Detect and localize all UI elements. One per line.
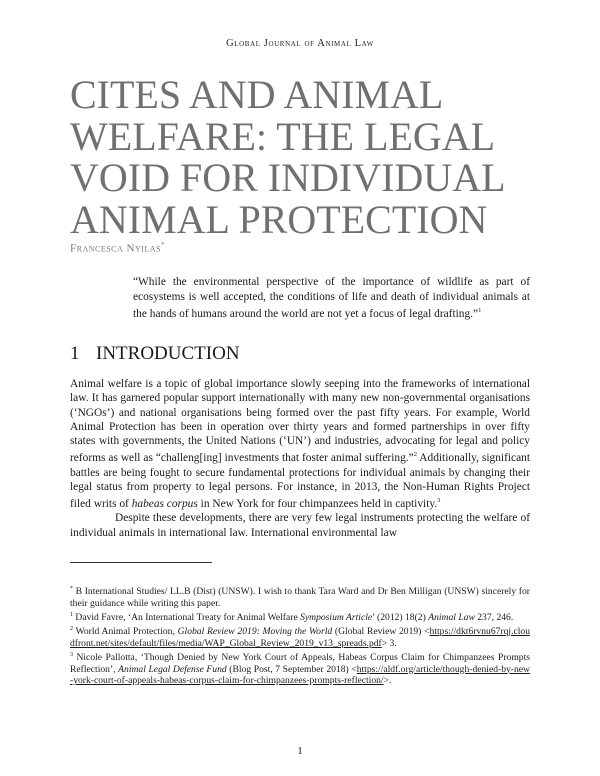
footnote-3 xyxy=(70,650,530,688)
paragraph-1-text-c: in New York for four chimpanzees held in captivity. xyxy=(197,497,438,510)
footnote-star xyxy=(70,584,530,610)
footnote-italic: Animal Legal Defense Fund xyxy=(118,663,227,675)
footnote-text: >. xyxy=(383,675,392,687)
footnote-text: 237, 246. xyxy=(474,611,514,623)
epigraph-text: “While the environmental perspective of the importance of wildlife as part of ecosystems is well accepted, the conditions of life and death of individual animals at the hands of humans around the world are not yet a focus of legal drafting.” xyxy=(133,276,530,320)
footnote-text: World Animal Protection, xyxy=(73,625,178,637)
paragraph-1 xyxy=(70,377,530,511)
page-number: 1 xyxy=(297,745,303,757)
author-name: Francesca Nyilas xyxy=(70,242,162,255)
footnote-ref-2[interactable]: 2 xyxy=(413,451,417,459)
paragraph-1-text-a: Animal welfare is a topic of global importance slowly seeping into the frameworks of international law. It has garnered popular support internationally with many new non-governmental organisations (‘NGOs’) and national organisations being formed over the past fifty years. For example, World Animal Protection has been in operation over thirty years and formed partnerships in over fifty states with governments, the United Nations (‘UN’) and industries, advocating for legal and policy reforms as well as “challeng[ing] investments that foster animal suffering.” xyxy=(70,378,530,465)
footnote-2-link[interactable]: https://dkt6rvnu67rqj.cloudfront.net/sites/default/files/media/WAP_Global_Review_2019_v13_spreads.pdf xyxy=(70,625,530,649)
title-line: VOID FOR INDIVIDUAL xyxy=(70,155,506,200)
footnote-1 xyxy=(70,610,530,624)
footnote-text: Nicole Pallotta, ‘Though Denied by New York Court of Appeals, Habeas Corpus Claim for Chimpanzees Prompts Reflection’, xyxy=(70,651,530,675)
footnote-2 xyxy=(70,624,530,650)
running-head: Global Journal of Animal Law xyxy=(226,38,374,49)
footnote-marker: 2 xyxy=(70,625,73,632)
habeas-corpus-italic: habeas corpus xyxy=(131,497,198,510)
paragraph-1-text-b: Additionally, significant battles are being fought to secure fundamental protections for individual animals by changing their legal status from property to legal persons. For instance, in 2013, the Non-Human Rights Project filed writs of xyxy=(70,452,530,510)
footnote-text: > 3. xyxy=(381,637,397,649)
footnote-ref-1[interactable]: 1 xyxy=(478,307,482,315)
title-line: ANIMAL PROTECTION xyxy=(70,196,488,242)
paragraph-2: Despite these developments, there are very few legal instruments protecting the welfare of individual animals in international law. International environmental law xyxy=(70,512,530,539)
author-byline xyxy=(70,241,165,255)
epigraph-quote xyxy=(133,275,530,322)
footnote-marker: 3 xyxy=(70,651,73,658)
footnote-text: ’ (2012) 18(2) xyxy=(372,611,429,623)
footnote-ref-3[interactable]: 3 xyxy=(437,497,441,505)
footnote-divider xyxy=(70,562,212,563)
body-text xyxy=(70,377,530,540)
footnotes xyxy=(70,584,530,687)
title-line: WELFARE: THE LEGAL xyxy=(70,113,496,159)
article-title xyxy=(70,74,540,240)
title-line: CITES AND ANIMAL xyxy=(70,72,444,117)
footnote-marker: 1 xyxy=(70,611,73,618)
footnote-text: B International Studies/ LL.B (Dist) (UNSW). I wish to thank Tara Ward and Dr Ben Milligan (UNSW) sincerely for their guidance while writing this paper. xyxy=(70,586,530,609)
author-footnote-marker[interactable]: * xyxy=(161,241,166,249)
footnote-text: (Global Review 2019) < xyxy=(332,625,430,637)
footnote-text: (Blog Post, 7 September 2018) < xyxy=(226,663,357,675)
section-title: INTRODUCTION xyxy=(96,343,240,364)
section-number: 1 xyxy=(70,343,80,364)
footnote-italic: Animal Law xyxy=(428,611,475,623)
footnote-italic: Global Review 2019: Moving the World xyxy=(177,625,333,637)
footnote-text: David Favre, ‘An International Treaty for Animal Welfare xyxy=(73,611,301,623)
footnote-italic: Symposium Article xyxy=(300,611,373,623)
footnote-marker: * xyxy=(70,586,73,592)
section-heading xyxy=(70,343,240,365)
footnote-3-link[interactable]: https://aldf.org/article/though-denied-by-new-york-court-of-appeals-habeas-corpus-claim-for-chimpanzees-prompts-reflection/ xyxy=(70,663,530,687)
